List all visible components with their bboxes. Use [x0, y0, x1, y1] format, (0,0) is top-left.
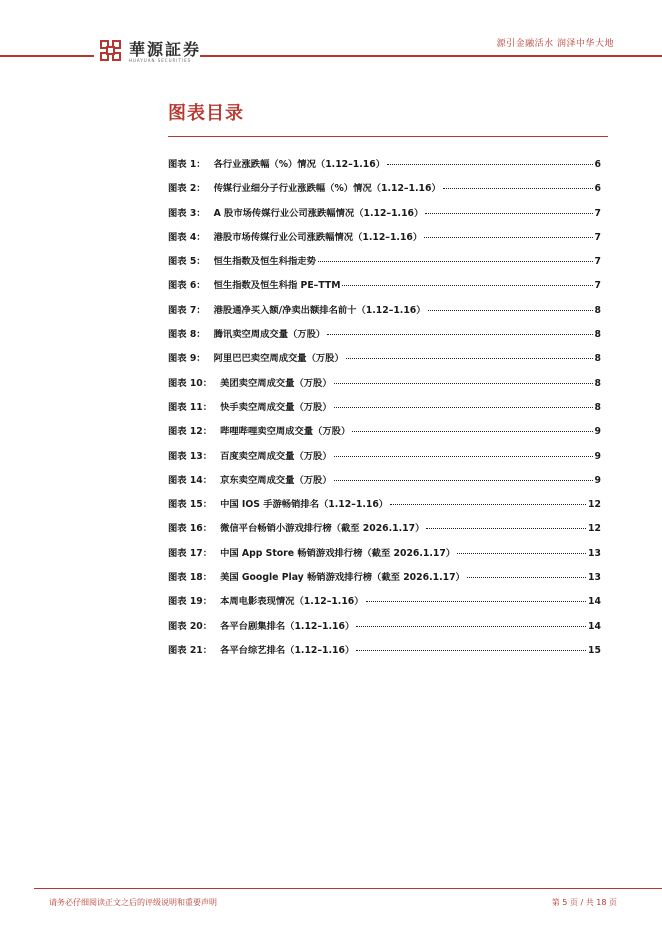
toc-entry-page: 6 [594, 159, 601, 170]
toc-entry-leader [356, 650, 586, 651]
toc-entry-title: 各平台剧集排名（1.12–1.16） [220, 620, 355, 632]
toc-entry-leader [467, 577, 586, 578]
toc-entry[interactable] [168, 496, 601, 520]
toc-entry-leader [424, 237, 592, 238]
toc-entry-title: 美国 Google Play 畅销游戏排行榜（截至 2026.1.17） [220, 572, 465, 584]
toc-entry-page: 8 [594, 353, 601, 365]
footer-page-info: 第 5 页 / 共 18 页 [551, 898, 617, 907]
toc-entry-page: 13 [588, 547, 601, 559]
toc-entry[interactable] [168, 229, 601, 253]
toc-entry-label: 图表 3： [168, 207, 206, 219]
toc-entry-title: 各平台综艺排名（1.12–1.16） [220, 644, 355, 656]
toc-entry[interactable] [168, 448, 601, 472]
toc-entry-title: 恒生指数及恒生科指走势 [213, 256, 316, 268]
toc-entry-leader [352, 431, 592, 432]
toc-entry[interactable] [168, 253, 601, 277]
toc-entry-page: 7 [594, 280, 601, 292]
toc-entry-label: 图表 6： [168, 280, 206, 292]
toc-entry-page: 12 [588, 499, 601, 511]
toc-entry-leader [356, 626, 586, 627]
page-header [0, 0, 662, 72]
toc-entry-page: 7 [594, 231, 601, 243]
toc-entry-title: 腾讯卖空周成交量（万股） [213, 329, 326, 341]
toc-entry-page: 13 [588, 572, 601, 584]
toc-title-rule [168, 136, 608, 137]
logo-name-cn: 華源証券 [129, 39, 202, 59]
toc-entry[interactable] [168, 545, 601, 569]
toc-entry[interactable] [168, 642, 601, 666]
toc-entry-title: 中国 IOS 手游畅销排名（1.12–1.16） [220, 499, 389, 511]
toc-entry-leader [366, 601, 586, 602]
toc-entry-page: 8 [594, 304, 601, 316]
toc-entry-label: 图表 15： [168, 499, 213, 511]
toc-entry-label: 图表 12： [168, 426, 213, 438]
toc-entry-title: 各行业涨跌幅（%）情况（1.12–1.16） [213, 159, 386, 170]
toc-entry-title: 本周电影表现情况（1.12–1.16） [220, 596, 364, 608]
header-slogan: 源引金融活水 润泽中华大地 [496, 39, 614, 49]
toc-entry[interactable] [168, 350, 601, 374]
toc-entry-title: 美团卖空周成交量（万股） [220, 377, 332, 389]
toc-title: 图表目录 [168, 103, 244, 124]
toc-entry-label: 图表 11： [168, 401, 213, 413]
toc-entry[interactable] [168, 569, 601, 593]
toc-entry-page: 12 [588, 523, 601, 535]
toc-entry-leader [428, 310, 593, 311]
toc-entry-leader [425, 213, 592, 214]
toc-entry[interactable] [168, 156, 601, 180]
footer-disclaimer: 请务必仔细阅读正文之后的评级说明和重要声明 [49, 898, 217, 907]
toc-entry-page: 14 [588, 620, 601, 632]
toc-entry-leader [443, 188, 593, 189]
toc-entry-page: 9 [594, 426, 601, 438]
toc-entry-title: 恒生指数及恒生科指 PE–TTM [213, 280, 341, 292]
toc-entry-leader [318, 261, 593, 262]
toc-entry-label: 图表 10： [168, 377, 213, 389]
toc-entry-leader [334, 480, 593, 481]
toc-entry-label: 图表 16： [168, 523, 213, 535]
toc-entry-leader [387, 164, 593, 165]
logo-mark-icon [100, 40, 124, 64]
toc-entry-title: 快手卖空周成交量（万股） [220, 401, 332, 413]
toc-entry-leader [457, 553, 586, 554]
toc-entry-label: 图表 9： [168, 353, 206, 365]
toc-entry-page: 7 [594, 207, 601, 219]
toc-entry-label: 图表 13： [168, 450, 213, 462]
toc-entry[interactable] [168, 593, 601, 617]
toc-entry-page: 8 [594, 377, 601, 389]
logo-name-en: HUAYUAN SECURITIES [129, 57, 192, 63]
toc-entry-label: 图表 14： [168, 474, 213, 486]
toc-entry-title: 港股通净买入额/净卖出额排名前十（1.12–1.16） [213, 304, 426, 316]
toc-entry-label: 图表 20： [168, 620, 213, 632]
toc-entry[interactable] [168, 205, 601, 229]
toc-entry-label: 图表 19： [168, 596, 213, 608]
toc-entry-title: 京东卖空周成交量（万股） [220, 474, 332, 486]
toc-entry[interactable] [168, 423, 601, 447]
toc-entry[interactable] [168, 302, 601, 326]
toc-entry-page: 6 [594, 183, 601, 195]
toc-entry-label: 图表 1： [168, 159, 206, 170]
toc-entry-page: 8 [594, 329, 601, 341]
toc-entry-label: 图表 4： [168, 231, 206, 243]
toc-entry-leader [327, 334, 592, 335]
toc-entry-label: 图表 5： [168, 256, 206, 268]
toc-entry[interactable] [168, 520, 601, 544]
company-logo [100, 40, 201, 64]
toc-entry[interactable] [168, 618, 601, 642]
toc-entry[interactable] [168, 472, 601, 496]
toc-entry-title: 传媒行业细分子行业涨跌幅（%）情况（1.12–1.16） [213, 183, 441, 195]
toc-entry-leader [334, 456, 593, 457]
toc-entry-label: 图表 17： [168, 547, 213, 559]
toc-entry-leader [390, 504, 586, 505]
footer-rule [34, 888, 662, 889]
toc-entry-label: 图表 18： [168, 572, 213, 584]
toc-entry[interactable] [168, 326, 601, 350]
toc-entry-title: 哔哩哔哩卖空周成交量（万股） [220, 426, 351, 438]
toc-entry[interactable] [168, 277, 601, 301]
toc-entry-label: 图表 2： [168, 183, 206, 195]
toc-entry-title: 百度卖空周成交量（万股） [220, 450, 332, 462]
toc-entry-title: 阿里巴巴卖空周成交量（万股） [213, 353, 344, 365]
toc-entry-leader [342, 285, 592, 286]
toc-entry-label: 图表 7： [168, 304, 206, 316]
toc-entry-title: 微信平台畅销小游戏排行榜（截至 2026.1.17） [220, 523, 425, 535]
toc-entry-title: A 股市场传媒行业公司涨跌幅情况（1.12–1.16） [213, 207, 424, 219]
toc-entry-page: 8 [594, 401, 601, 413]
toc-entry-label: 图表 8： [168, 329, 206, 341]
toc-entry[interactable] [168, 399, 601, 423]
toc-entry[interactable] [168, 375, 601, 399]
toc-entry-leader [426, 528, 586, 529]
toc-entry-leader [334, 407, 593, 408]
toc-entry-page: 7 [594, 256, 601, 268]
toc-entry-title: 中国 App Store 畅销游戏排行榜（截至 2026.1.17） [220, 547, 456, 559]
toc-entry-leader [346, 358, 593, 359]
toc-entry[interactable] [168, 180, 601, 204]
toc-entry-label: 图表 21： [168, 644, 213, 656]
toc-entry-title: 港股市场传媒行业公司涨跌幅情况（1.12–1.16） [213, 231, 423, 243]
toc-entry-page: 9 [594, 474, 601, 486]
toc-entry-page: 9 [594, 450, 601, 462]
toc-entry-page: 14 [588, 596, 601, 608]
table-of-figures [168, 156, 601, 666]
toc-entry-leader [334, 383, 593, 384]
toc-entry-page: 15 [588, 644, 601, 656]
